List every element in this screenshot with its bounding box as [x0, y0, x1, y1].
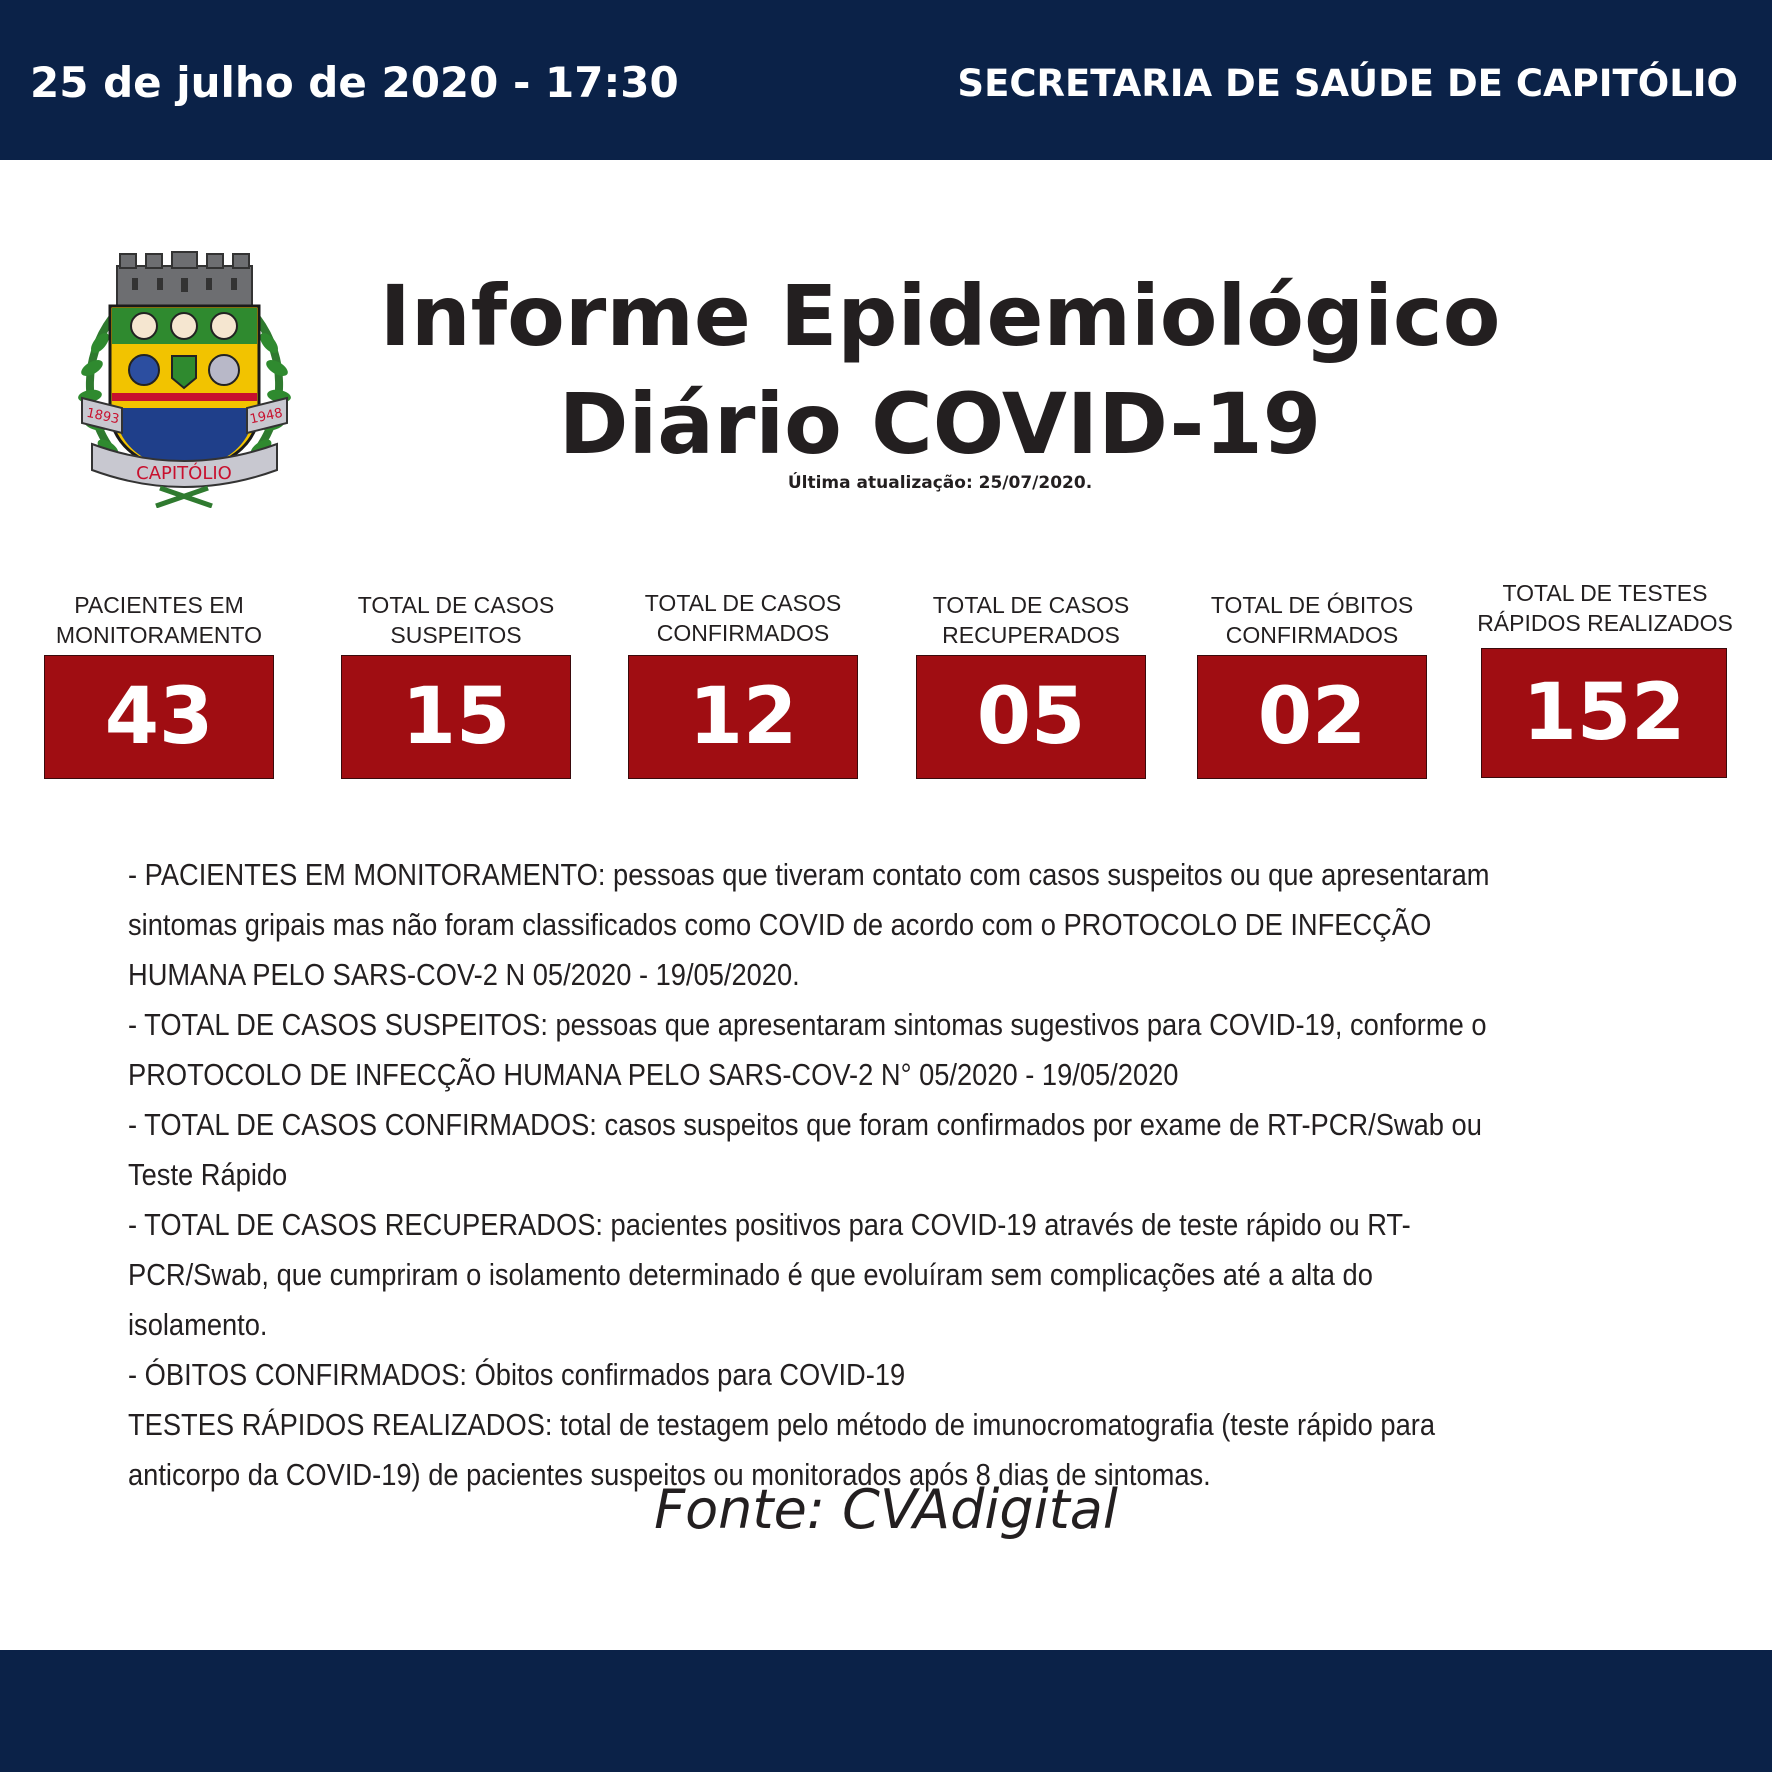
stat-box-monitoring [44, 655, 274, 779]
crest-year-right: 1948 [248, 405, 285, 428]
stat-label-deaths: TOTAL DE ÓBITOS CONFIRMADOS [1210, 592, 1414, 648]
stat-box-recovered [916, 655, 1146, 779]
footer-bar [0, 1650, 1772, 1772]
header-organization: SECRETARIA DE SAÚDE DE CAPITÓLIO [957, 62, 1738, 105]
stat-label-monitoring: PACIENTES EM MONITORAMENTO [55, 592, 263, 648]
definitions-text-block [128, 850, 1510, 1500]
crest-name: CAPITÓLIO [136, 463, 232, 484]
stat-value-monitoring: 43 [104, 672, 214, 762]
stat-value-suspected: 15 [401, 672, 511, 762]
stat-value-confirmed: 12 [688, 672, 798, 762]
source-credit: Fonte: CVAdigital [654, 1478, 1118, 1541]
stat-value-deaths: 02 [1257, 672, 1367, 762]
definition-rapid-tests: TESTES RÁPIDOS REALIZADOS: total de testagem pelo método de imunocromatografia (teste rápido para anticorpo da COVID-19) de pacientes suspeitos ou monitorados após 8 dias de sintomas. [128, 1407, 1436, 1492]
header-bar [0, 0, 1772, 160]
stat-label-confirmed: TOTAL DE CASOS CONFIRMADOS [644, 590, 842, 646]
page-title-line1: Informe Epidemiológico [379, 267, 1501, 365]
stat-label-recovered: TOTAL DE CASOS RECUPERADOS [932, 592, 1130, 648]
crest-year-left: 1893 [84, 405, 121, 428]
last-update-text: Última atualização: 25/07/2020. [787, 473, 1093, 493]
stat-box-suspected [341, 655, 571, 779]
definition-deaths: - ÓBITOS CONFIRMADOS: Óbitos confirmados para COVID-19 [128, 1357, 906, 1392]
page-title [330, 262, 1550, 478]
stat-label-suspected: TOTAL DE CASOS SUSPEITOS [357, 592, 555, 648]
stat-box-rapid-tests [1481, 648, 1727, 778]
stat-box-deaths [1197, 655, 1427, 779]
definition-confirmed: - TOTAL DE CASOS CONFIRMADOS: casos suspeitos que foram confirmados por exame de RT-PCR/Swab ou Teste Rápido [128, 1107, 1482, 1192]
stat-value-rapid-tests: 152 [1522, 668, 1686, 758]
header-date-time: 25 de julho de 2020 - 17:30 [30, 58, 679, 107]
stat-value-recovered: 05 [976, 672, 1086, 762]
definition-monitoring: - PACIENTES EM MONITORAMENTO: pessoas que tiveram contato com casos suspeitos ou que apresentaram sintomas gripais mas não foram classificados como COVID de acordo com o PROTOCOLO DE INFECÇÃO HUMANA PELO SARS-COV-2 N 05/2020 - 19/05/2020. [128, 857, 1490, 992]
definition-recovered: - TOTAL DE CASOS RECUPERADOS: pacientes positivos para COVID-19 através de teste rápido ou RT-PCR/Swab, que cumpriram o isolamento determinado é que evoluíram sem complicações até a alta do isolamento. [128, 1207, 1411, 1342]
municipal-crest-logo [72, 248, 297, 508]
stat-label-rapid-tests: TOTAL DE TESTES RÁPIDOS REALIZADOS [1477, 580, 1733, 636]
definition-suspected: - TOTAL DE CASOS SUSPEITOS: pessoas que apresentaram sintomas sugestivos para COVID-19, conforme o PROTOCOLO DE INFECÇÃO HUMANA PELO SARS-COV-2 N° 05/2020 - 19/05/2020 [128, 1007, 1487, 1092]
page-title-line2: Diário COVID-19 [558, 375, 1322, 473]
stat-box-confirmed [628, 655, 858, 779]
